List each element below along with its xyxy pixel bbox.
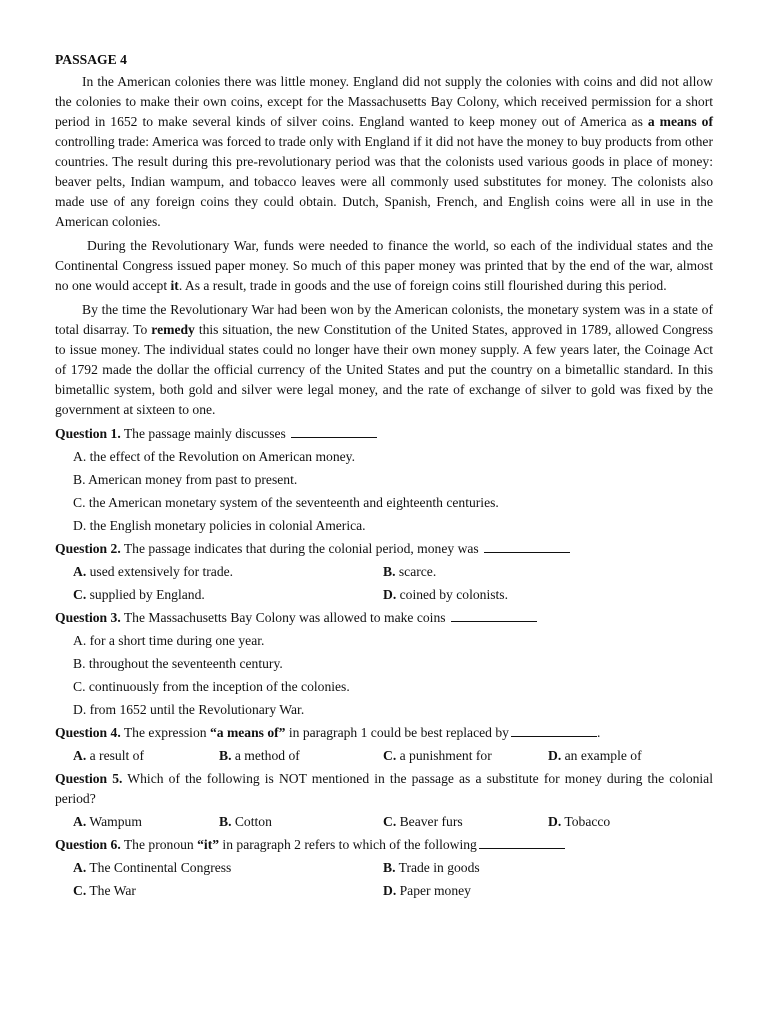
option-d[interactable]: D. the English monetary policies in colonial America. <box>73 518 366 533</box>
answer-blank <box>484 539 570 553</box>
answer-blank <box>451 608 537 622</box>
question-2: Question 2. The passage indicates that during the colonial period, money was <box>55 539 713 559</box>
option-d[interactable]: D. an example of <box>548 748 642 763</box>
option-c[interactable]: C. the American monetary system of the seventeenth and eighteenth centuries. <box>73 495 499 510</box>
option-b[interactable]: B. scarce. <box>383 564 437 579</box>
answer-blank <box>511 723 597 737</box>
question-3: Question 3. The Massachusetts Bay Colony was allowed to make coins <box>55 608 713 628</box>
question-1-options <box>73 447 713 536</box>
option-c[interactable]: C. a punishment for <box>383 748 492 763</box>
option-a[interactable]: A. Wampum <box>73 814 142 829</box>
option-d[interactable]: D. coined by colonists. <box>383 587 508 602</box>
option-b[interactable]: B. throughout the seventeenth century. <box>73 656 283 671</box>
passage-paragraph-2: During the Revolutionary War, funds were needed to finance the world, so each of the individual states and the Continental Congress issued paper money. So much of this paper money was printed that by the end of the war, almost no one would accept it. As a result, trade in goods and the use of foreign coins still flourished during this period. <box>55 238 713 293</box>
option-a[interactable]: A. a result of <box>73 748 144 763</box>
question-4: Question 4. The expression “a means of” in paragraph 1 could be best replaced by . <box>55 725 601 740</box>
option-b[interactable]: B. American money from past to present. <box>73 472 298 487</box>
option-c[interactable]: C. supplied by England. <box>73 587 205 602</box>
option-c[interactable]: C. continuously from the inception of the colonies. <box>73 679 350 694</box>
question-6: Question 6. The pronoun “it” in paragraph 2 refers to which of the following <box>55 835 713 855</box>
question-2-options <box>73 562 713 605</box>
option-c[interactable]: C. Beaver furs <box>383 814 463 829</box>
option-d[interactable]: D. Paper money <box>383 883 471 898</box>
option-a[interactable]: A. the effect of the Revolution on American money. <box>73 449 355 464</box>
option-d[interactable]: D. from 1652 until the Revolutionary War. <box>73 702 305 717</box>
question-4-options <box>73 746 713 766</box>
passage-paragraph-1: In the American colonies there was little money. England did not supply the colonies with coins and did not allow the colonies to make their own coins, except for the Massachusetts Bay Colony, which received permission for a short period in 1652 to make several kinds of silver coins. England wanted to keep money out of America as a means of controlling trade: America was forced to trade only with England if it did not have the money to buy products from other countries. The result during this pre-revolutionary period was that the colonists used various goods in place of money: beaver pelts, Indian wampum, and tobacco leaves were all commonly used substitutes for money. The colonists also made use of any foreign coins they could obtain. Dutch, Spanish, French, and English coins were all in use in the American colonies. <box>55 74 713 229</box>
option-b[interactable]: B. a method of <box>219 748 300 763</box>
question-6-options <box>73 858 713 901</box>
question-5: Question 5. Which of the following is NOT mentioned in the passage as a substitute for money during the colonial period? <box>55 771 713 806</box>
answer-blank <box>291 424 377 438</box>
option-a[interactable]: A. The Continental Congress <box>73 860 232 875</box>
option-b[interactable]: B. Trade in goods <box>383 860 480 875</box>
option-a[interactable]: A. used extensively for trade. <box>73 564 234 579</box>
option-b[interactable]: B. Cotton <box>219 814 272 829</box>
passage-paragraph-3: By the time the Revolutionary War had been won by the American colonists, the monetary system was in a state of total disarray. To remedy this situation, the new Constitution of the United States, approved in 1789, allowed Congress to issue money. The individual states could no longer have their own money supply. A few years later, the Coinage Act of 1792 made the dollar the official currency of the United States and put the country on a bimetallic standard. In this bimetallic system, both gold and silver were legal money, and the rate of exchange of silver to gold was fixed by the government at sixteen to one. <box>55 302 713 417</box>
question-1: Question 1. The passage mainly discusses <box>55 424 713 444</box>
option-a[interactable]: A. for a short time during one year. <box>73 633 265 648</box>
option-c[interactable]: C. The War <box>73 883 136 898</box>
question-3-options <box>73 631 713 720</box>
question-5-options <box>73 812 713 832</box>
passage-title: PASSAGE 4 <box>55 52 127 67</box>
answer-blank <box>479 835 565 849</box>
option-d[interactable]: D. Tobacco <box>548 814 611 829</box>
